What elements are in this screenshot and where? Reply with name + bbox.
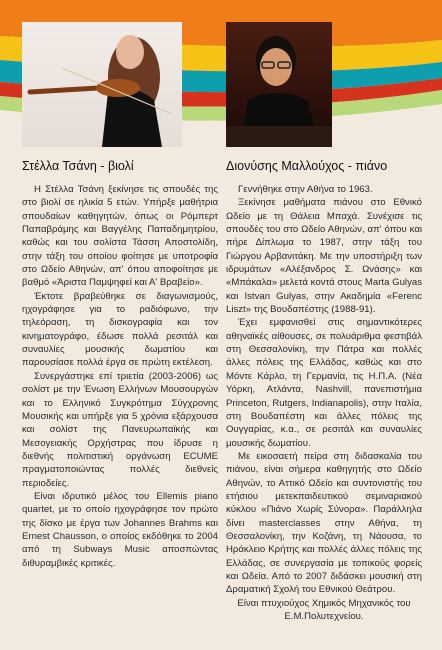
violinist-name: Στέλλα Τσάνη - βιολί bbox=[22, 159, 134, 173]
bio-paragraph: Ξεκίνησε μαθήματα πιάνου στο Εθνικό Ωδείο με τη Θάλεια Μπαχά. Συνέχισε τις σπουδές του στο Ωδείο Αθηνών, απ' όπου και πήρε Δίπλωμα το 1987, στην τάξη του Γιώργου Αρβανιτάκη. Με την υποστήριξη των ιδρυμάτων «Αλέξανδρος Σ. Ωνάσης» και «Μπάκαλα» μελετά κοντά στους Marta Gulyas και Istvan Gulyas, στην Ακαδημία «Ferenc Liszt» της Βουδαπέστης (1988-91). bbox=[226, 197, 422, 316]
violinist-bio bbox=[22, 158, 218, 570]
bio-paragraph: Με εικοσαετή πείρα στη διδασκαλία του πιάνου, είναι σήμερα καθηγητής στο Ωδείο Αθηνών, το Αττικό Ωδείο και συντονιστής του ετήσιου μετεκπαιδευτικού σεμιναριακού κύκλου «Πιάνο Χωρίς Σύνορα». Παράλληλα δίνει masterclasses στην Αθήνα, τη Θεσσαλονίκη, την Κοζάνη, τη Νάουσα, το Ηράκλειο Κρήτης και πολλές άλλες πόλεις της Ελλάδας, σε συνεργασία με τοπικούς φορείς και Ωδεία. Από το 2007 διδάσκει μουσική στη Δραματική Σχολή του Εθνικού Θεάτρου. bbox=[226, 450, 422, 596]
pianist-name: Διονύσης Μαλλούχος - πιάνο bbox=[226, 159, 388, 173]
bio-paragraph: Συνεργάστηκε επί τριετία (2003-2006) ως σολίστ με την Ένωση Ελλήνων Μουσουργών και το Ελληνικό Συγκρότημα Σύγχρονης Μουσικής και υπήρξε για 5 χρόνια εξάρχουσα και σολίστ της Πανευρωπαϊκής και Μεσογειακής Ορχήστρας που ίδρυσε η διεθνής πολιτιστική οργάνωση ECUME πραγματοποιώντας πολλές διεθνείς περιοδείες. bbox=[22, 370, 218, 489]
bio-paragraph: Έχει εμφανισθεί στις σημαντικότερες αθηναϊκές αίθουσες, σε πολυάριθμα φεστιβάλ στη Θεσσαλονίκη, την Πάτρα και πολλές άλλες πόλεις της Ελλάδας, καθώς και στο Μόντε Κάρλο, τη Γερμανία, τις Η.Π.Α. (Νέα Υόρκη, Ατλάντα, Nashvill, πανεπιστήμια Princeton, Rutgers, Indianapolis), στην Ιταλία, στη Βουδαπέστη και άλλες πόλεις της Ουγγαρίας, κ.α., σε ρεσιτάλ και συναυλίες μουσικής δωματίου. bbox=[226, 317, 422, 449]
violinist-photo bbox=[22, 22, 182, 147]
pianist-photo bbox=[226, 22, 332, 147]
bio-paragraph: Γεννήθηκε στην Αθήνα το 1963. bbox=[238, 184, 373, 195]
pianist-bio bbox=[226, 158, 422, 623]
bio-paragraph: Είναι πτυχιούχος Χημικός Μηχανικός του Ε.Μ.Πολυτεχνείου. bbox=[237, 597, 411, 622]
bio-paragraph: Έκτοτε βραβεύθηκε σε διαγωνισμούς, ηχογράφησε για το ραδιόφωνο, την τηλεόραση, τη δισκογραφία και τον κινηματογράφο, έδωσε πολλά ρεσιτάλ και συναυλίες μουσικής δωματίου και παρουσίασε πολλά έργα σε πρώτη εκτέλεση. bbox=[22, 290, 218, 369]
bio-paragraph: Η Στέλλα Τσάνη ξεκίνησε τις σπουδές της στο βιολί σε ηλικία 5 ετών. Υπήρξε μαθήτρια σπουδαίων καθηγητών, όπως οι Ρόμπερτ Παπαβράμης και Βαγγέλης Παπαδημητρίου, καθώς και του σολίστα Τάσση Αποστολίδη, στην τάξη του οποίου φοίτησε με υποτροφία στο Ωδείο Αθηνών, απ' όπου αποφοίτησε με βαθμό «Άριστα Παμψηφεί και Α' Βραβείο». bbox=[22, 184, 218, 289]
bio-paragraph: Είναι ιδρυτικό μέλος του Ellemis piano quartet, με το οποίο ηχογράφησε τον πρώτο της δίσκο με έργα των Johannes Brahms και Ernest Chausson, ο οποίος εκδόθηκε το 2004 από τη Subways Music αποσπώντας διθυραμβικές κριτικές. bbox=[22, 490, 218, 569]
